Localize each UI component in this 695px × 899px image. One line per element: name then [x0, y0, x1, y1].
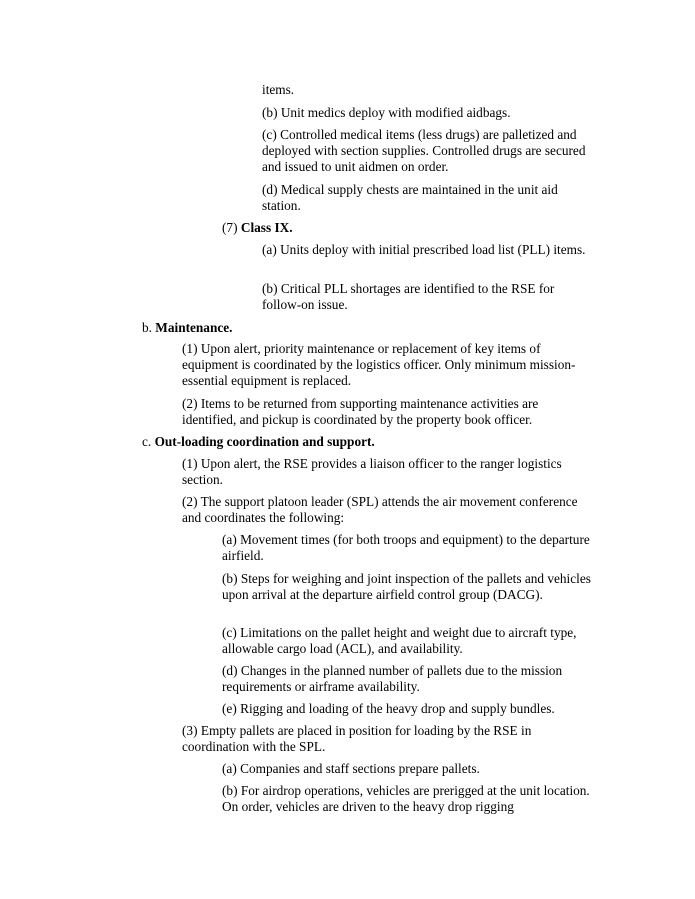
outloading-p2d: (d) Changes in the planned number of pallets due to the mission requirements or airframe availability. [222, 663, 563, 694]
class-viii-c: (c) Controlled medical items (less drugs) are palletized and deployed with section supplies. Controlled drugs are secured and issued to unit aidmen on order. [262, 127, 586, 174]
class-ix-b: (b) Critical PLL shortages are identified to the RSE for follow-on issue. [262, 281, 555, 312]
class-ix-a: (a) Units deploy with initial prescribed load list (PLL) items. [262, 242, 586, 257]
maintenance-p1: (1) Upon alert, priority maintenance or replacement of key items of equipment is coordinated by the logistics officer. Only minimum mission-essential equipment is replaced. [182, 341, 576, 388]
maintenance-p2: (2) Items to be returned from supporting maintenance activities are identified, and pickup is coordinated by the property book officer. [182, 396, 539, 427]
maintenance-letter: b. [142, 320, 156, 335]
class-ix-number: (7) [222, 220, 241, 235]
class-viii-d: (d) Medical supply chests are maintained in the unit aid station. [262, 182, 558, 213]
outloading-p2b: (b) Steps for weighing and joint inspection of the pallets and vehicles upon arrival at the departure airfield control group (DACG). [222, 571, 591, 602]
maintenance-title: Maintenance. [155, 320, 233, 335]
outloading-heading [142, 434, 592, 450]
class-ix-heading [222, 220, 592, 236]
class-viii-b: (b) Unit medics deploy with modified aidbags. [262, 105, 511, 120]
outloading-p2a: (a) Movement times (for both troops and equipment) to the departure airfield. [222, 532, 590, 563]
outloading-p3: (3) Empty pallets are placed in position for loading by the RSE in coordination with the SPL. [182, 723, 532, 754]
outloading-p2: (2) The support platoon leader (SPL) attends the air movement conference and coordinates the following: [182, 494, 578, 525]
outloading-p2c: (c) Limitations on the pallet height and weight due to aircraft type, allowable cargo load (ACL), and availability. [222, 625, 577, 656]
outloading-p1: (1) Upon alert, the RSE provides a liaison officer to the ranger logistics section. [182, 456, 562, 487]
class-ix-title: Class IX. [240, 220, 293, 235]
class-viii-continuation: items. [262, 82, 295, 97]
outloading-p2e: (e) Rigging and loading of the heavy drop and supply bundles. [222, 701, 555, 716]
outloading-title: Out-loading coordination and support. [154, 434, 375, 449]
maintenance-heading [142, 320, 592, 336]
outloading-p3b: (b) For airdrop operations, vehicles are prerigged at the unit location. On order, vehicles are driven to the heavy drop rigging [222, 783, 590, 814]
outloading-letter: c. [142, 434, 155, 449]
outloading-p3a: (a) Companies and staff sections prepare pallets. [222, 761, 480, 776]
